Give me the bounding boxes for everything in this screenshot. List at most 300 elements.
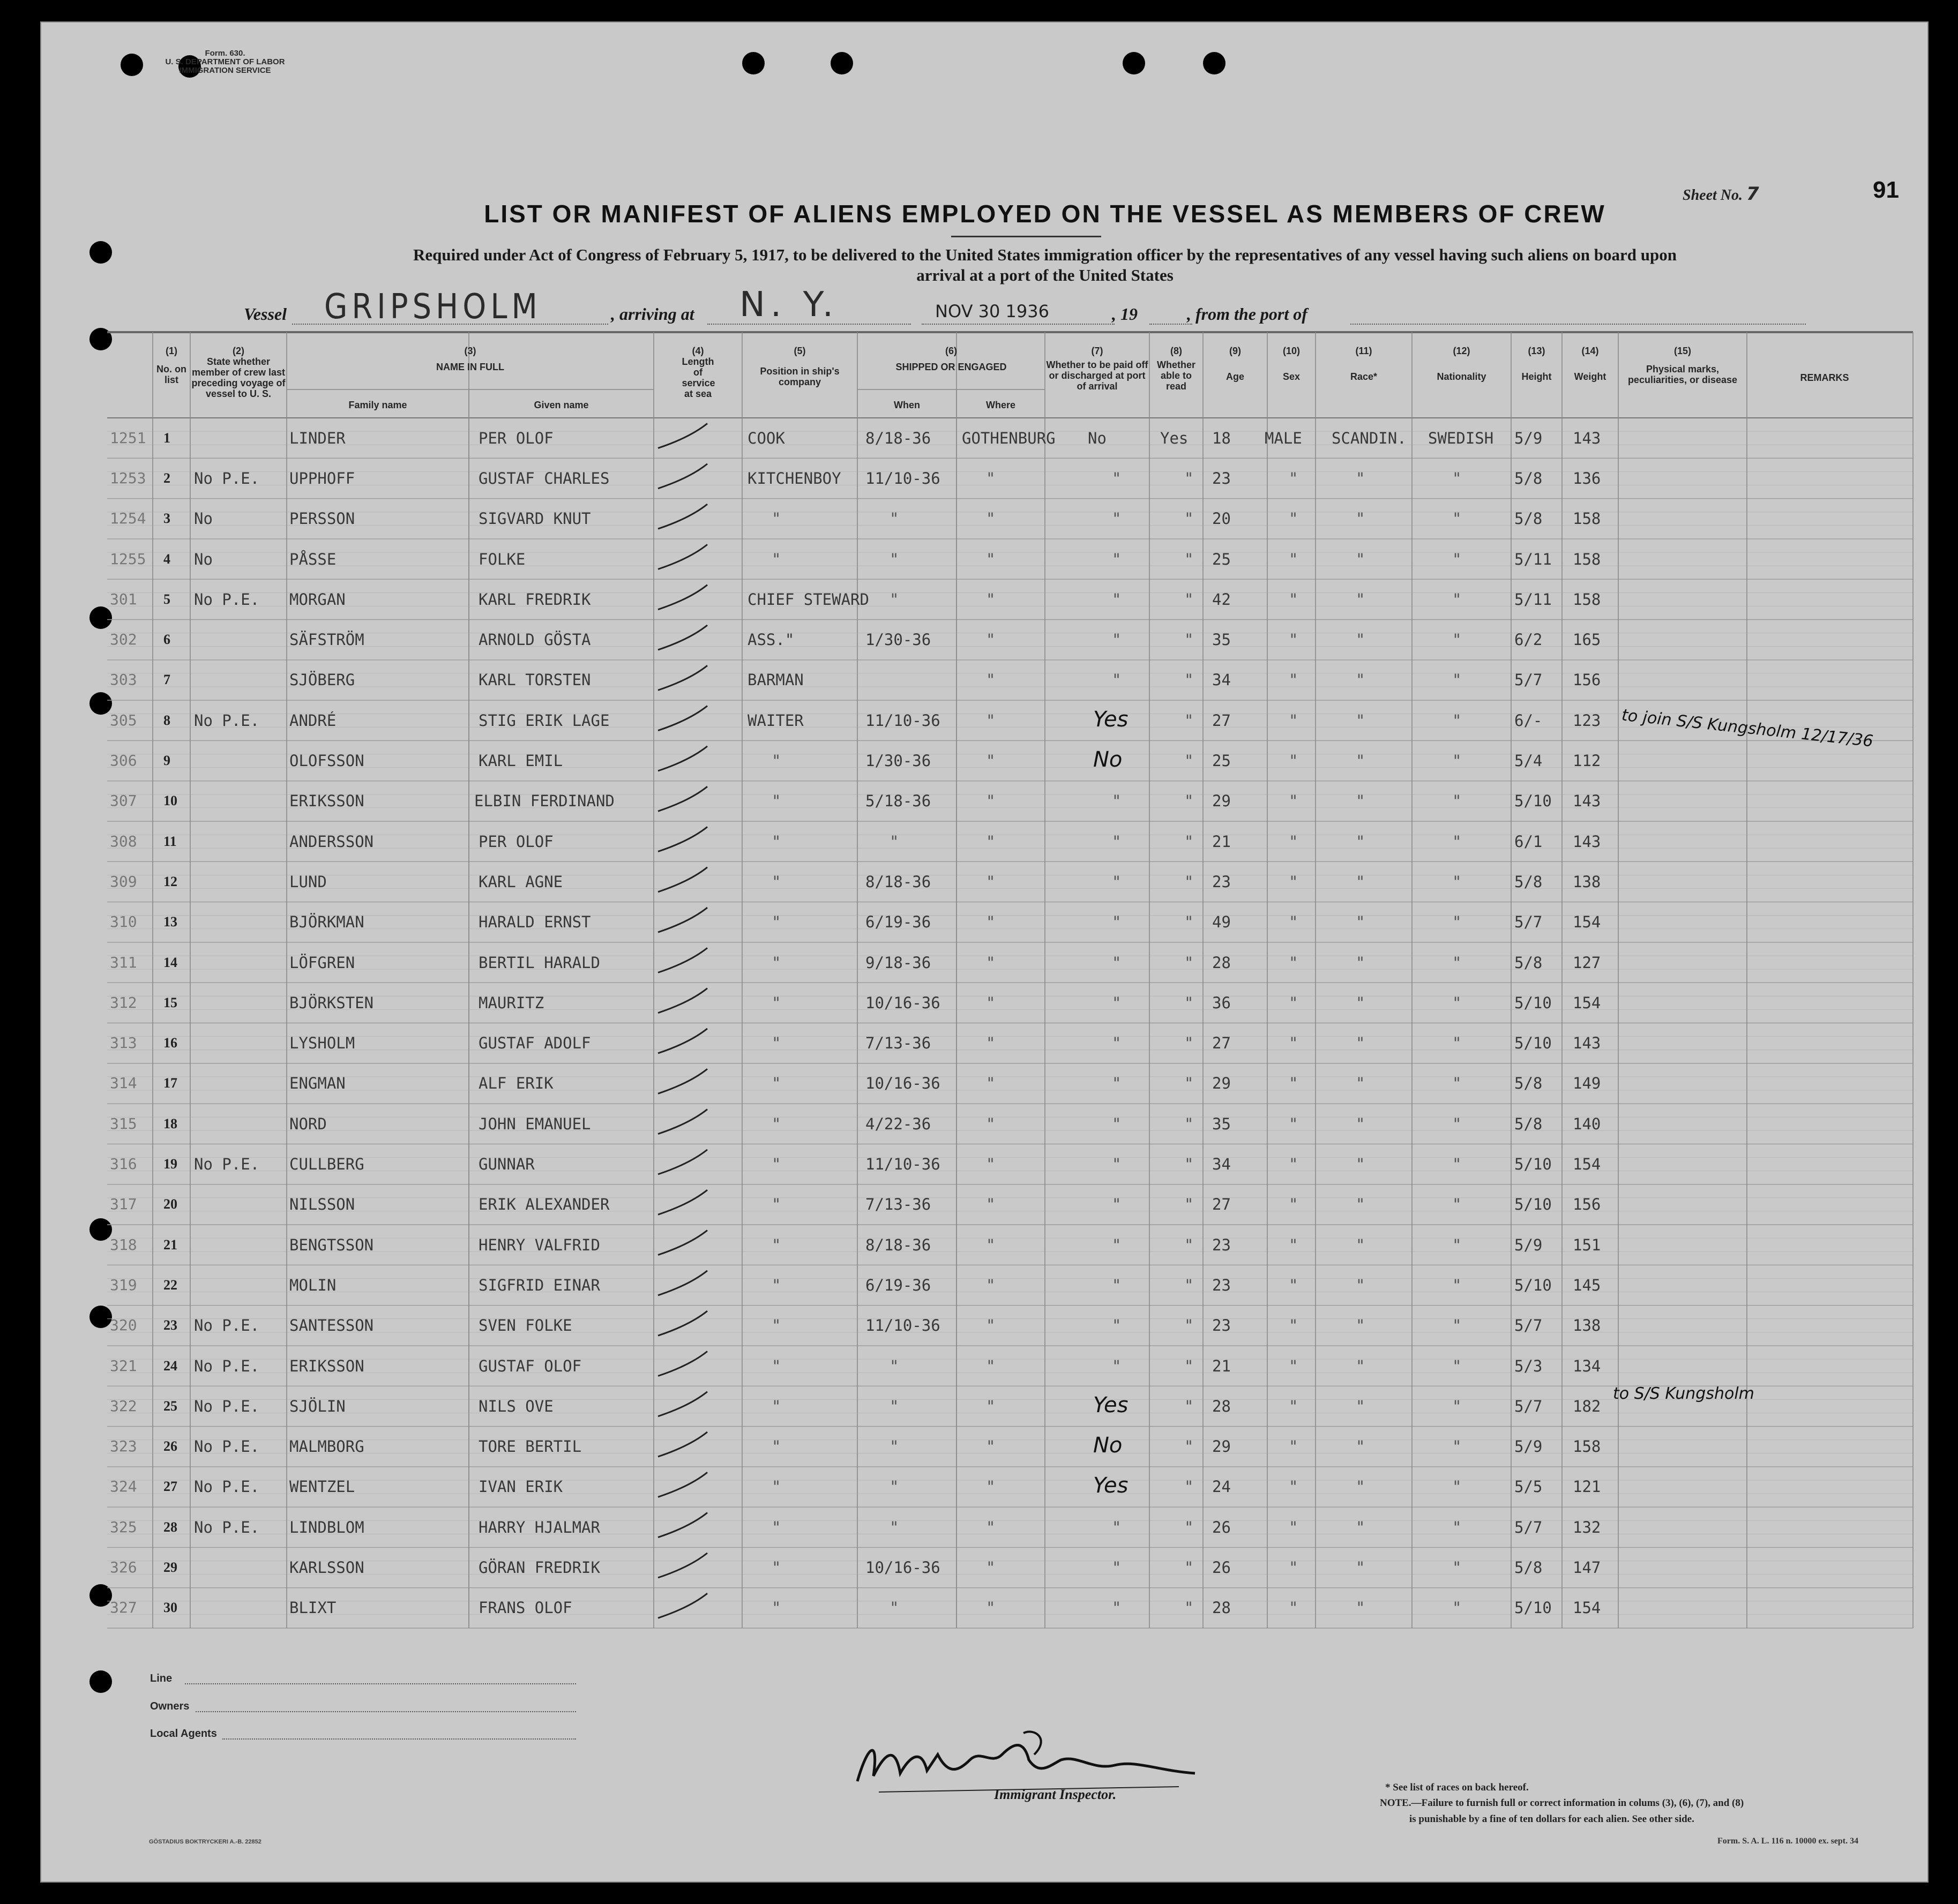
height-cell: 6/1 bbox=[1514, 832, 1543, 851]
row-number: 28 bbox=[163, 1519, 177, 1535]
sex-cell: " bbox=[1289, 1155, 1298, 1174]
inspector-label: Immigrant Inspector. bbox=[994, 1787, 1117, 1802]
header-given-name: Given name bbox=[534, 400, 589, 410]
paid-off-cell: " bbox=[1112, 993, 1122, 1012]
line-dotline bbox=[185, 1683, 576, 1684]
shipped-where-cell: " bbox=[986, 1356, 996, 1375]
service-stroke bbox=[658, 1069, 707, 1093]
row-index: 318 bbox=[110, 1235, 137, 1254]
position-cell: " bbox=[772, 1518, 781, 1536]
given-name-cell: GUSTAF OLOF bbox=[479, 1356, 582, 1375]
row-index: 303 bbox=[110, 671, 137, 689]
family-name-cell: MORGAN bbox=[289, 590, 346, 609]
weight-cell: 154 bbox=[1573, 1599, 1601, 1617]
header-when: When bbox=[894, 400, 920, 410]
shipped-where-cell: " bbox=[986, 953, 996, 972]
weight-cell: 156 bbox=[1573, 671, 1601, 689]
shipped-where-cell: " bbox=[986, 752, 996, 770]
able-to-read-cell: " bbox=[1184, 1478, 1194, 1496]
sheet-label-text: Sheet No. bbox=[1683, 187, 1743, 204]
age-cell: 26 bbox=[1212, 1518, 1231, 1536]
given-name-cell: SIGFRID EINAR bbox=[479, 1276, 600, 1294]
race-cell: SCANDIN. bbox=[1332, 429, 1407, 447]
row-number: 15 bbox=[163, 994, 177, 1010]
service-name: IMMIGRATION SERVICE bbox=[179, 66, 271, 75]
service-stroke bbox=[658, 585, 707, 610]
shipped-when-cell: " bbox=[890, 1518, 899, 1536]
age-cell: 26 bbox=[1212, 1558, 1231, 1577]
able-to-read-cell: " bbox=[1184, 1518, 1194, 1536]
previous-voyage-cell: No P.E. bbox=[194, 1316, 260, 1335]
age-cell: 36 bbox=[1212, 993, 1231, 1012]
given-name-cell: HARALD ERNST bbox=[479, 913, 591, 932]
races-note: * See list of races on back hereof. bbox=[1385, 1782, 1529, 1793]
race-cell: " bbox=[1356, 1397, 1365, 1415]
row-index: 314 bbox=[110, 1074, 137, 1092]
row-index: 306 bbox=[110, 752, 137, 770]
height-cell: 6/- bbox=[1514, 711, 1543, 730]
given-name-cell: STIG ERIK LAGE bbox=[479, 711, 610, 730]
header-no-on-list: (1) No. on list bbox=[156, 346, 186, 385]
previous-voyage-cell: No P.E. bbox=[194, 590, 260, 609]
given-name-cell: BERTIL HARALD bbox=[479, 953, 600, 972]
position-cell: " bbox=[772, 1599, 781, 1617]
race-cell: " bbox=[1356, 1478, 1365, 1496]
row-number: 27 bbox=[163, 1479, 177, 1495]
height-cell: 5/10 bbox=[1514, 1155, 1552, 1174]
shipped-when-cell: 10/16-36 bbox=[865, 1074, 940, 1093]
service-stroke bbox=[658, 423, 707, 448]
paid-off-cell: " bbox=[1112, 671, 1122, 689]
given-name-cell: KARL EMIL bbox=[479, 752, 563, 770]
shipped-where-cell: " bbox=[986, 1074, 996, 1093]
previous-voyage-cell: No P.E. bbox=[194, 1437, 260, 1456]
sex-cell: " bbox=[1289, 1276, 1298, 1294]
position-cell: CHIEF STEWARD bbox=[748, 590, 869, 609]
header-paid-off: (7) Whether to be paid off or discharged at port of arrival bbox=[1046, 346, 1148, 392]
row-number: 26 bbox=[163, 1438, 177, 1455]
position-cell: " bbox=[772, 913, 781, 932]
paid-off-cell: " bbox=[1112, 631, 1122, 649]
row-index: 316 bbox=[110, 1155, 137, 1173]
given-name-cell: IVAN ERIK bbox=[479, 1478, 563, 1496]
printer-imprint: GÖSTADIUS BOKTRYCKERI A.-B. 22852 bbox=[149, 1839, 261, 1845]
race-cell: " bbox=[1356, 913, 1365, 932]
sex-cell: " bbox=[1289, 1316, 1298, 1335]
shipped-where-cell: " bbox=[986, 872, 996, 891]
family-name-cell: ERIKSSON bbox=[289, 1356, 364, 1375]
height-cell: 5/8 bbox=[1514, 1114, 1543, 1133]
race-cell: " bbox=[1356, 1074, 1365, 1093]
age-cell: 34 bbox=[1212, 671, 1231, 689]
paid-off-cell: " bbox=[1112, 550, 1122, 568]
given-name-cell: TORE BERTIL bbox=[479, 1437, 582, 1456]
family-name-cell: ENGMAN bbox=[289, 1074, 346, 1093]
height-cell: 5/7 bbox=[1514, 1518, 1543, 1536]
row-number: 11 bbox=[163, 833, 177, 849]
previous-voyage-cell: No bbox=[194, 550, 213, 568]
row-number: 1 bbox=[163, 430, 170, 446]
service-stroke bbox=[658, 1230, 707, 1255]
nationality-cell: " bbox=[1452, 1558, 1462, 1577]
nationality-cell: " bbox=[1452, 832, 1462, 851]
sex-cell: " bbox=[1289, 752, 1298, 770]
sex-cell: " bbox=[1289, 631, 1298, 649]
given-name-cell: FRANS OLOF bbox=[479, 1599, 572, 1617]
shipped-when-cell: " bbox=[890, 1437, 899, 1456]
shipped-where-cell: " bbox=[986, 1235, 996, 1254]
race-cell: " bbox=[1356, 550, 1365, 568]
age-cell: 35 bbox=[1212, 1114, 1231, 1133]
shipped-when-cell: 11/10-36 bbox=[865, 469, 940, 488]
age-cell: 49 bbox=[1212, 913, 1231, 932]
family-name-cell: BJÖRKSTEN bbox=[289, 993, 374, 1012]
nationality-cell: " bbox=[1452, 1599, 1462, 1617]
row-index: 310 bbox=[110, 913, 137, 931]
weight-cell: 165 bbox=[1573, 631, 1601, 649]
weight-cell: 127 bbox=[1573, 953, 1601, 972]
position-cell: " bbox=[772, 1034, 781, 1053]
able-to-read-cell: " bbox=[1184, 711, 1194, 730]
position-cell: " bbox=[772, 993, 781, 1012]
height-cell: 5/7 bbox=[1514, 1397, 1543, 1415]
service-stroke bbox=[658, 1190, 707, 1215]
row-number: 24 bbox=[163, 1358, 177, 1374]
family-name-cell: LUND bbox=[289, 872, 327, 891]
paid-off-cell: " bbox=[1112, 1155, 1122, 1174]
service-stroke bbox=[658, 948, 707, 972]
header-length-of-service: (4) Length of service at sea bbox=[682, 346, 715, 399]
header-age: (9) Age bbox=[1225, 346, 1244, 382]
shipped-where-cell: " bbox=[986, 1518, 996, 1536]
able-to-read-cell: " bbox=[1184, 913, 1194, 932]
age-cell: 27 bbox=[1212, 1195, 1231, 1214]
nationality-cell: " bbox=[1452, 1074, 1462, 1093]
shipped-where-cell: " bbox=[986, 1397, 996, 1415]
race-cell: " bbox=[1356, 1155, 1365, 1174]
family-name-cell: LINDER bbox=[289, 429, 346, 447]
row-index: 305 bbox=[110, 711, 137, 729]
subtitle-line-1: Required under Act of Congress of February 5, 1917, to be delivered to the United States immigration officer by the representatives of any vessel having such aliens on board upon bbox=[413, 245, 1677, 264]
nationality-cell: " bbox=[1452, 509, 1462, 528]
race-cell: " bbox=[1356, 1356, 1365, 1375]
height-cell: 5/11 bbox=[1514, 590, 1552, 609]
paid-off-cell: " bbox=[1112, 1195, 1122, 1214]
service-stroke bbox=[658, 1392, 707, 1416]
race-cell: " bbox=[1356, 993, 1365, 1012]
height-cell: 5/10 bbox=[1514, 1599, 1552, 1617]
race-cell: " bbox=[1356, 1195, 1365, 1214]
family-name-cell: SJÖLIN bbox=[289, 1397, 346, 1415]
able-to-read-cell: " bbox=[1184, 953, 1194, 972]
weight-cell: 138 bbox=[1573, 1316, 1601, 1335]
shipped-when-cell: " bbox=[890, 550, 899, 568]
given-name-cell: KARL FREDRIK bbox=[479, 590, 591, 609]
row-number: 18 bbox=[163, 1115, 177, 1131]
given-name-cell: HENRY VALFRID bbox=[479, 1235, 600, 1254]
weight-cell: 158 bbox=[1573, 1437, 1601, 1456]
position-cell: " bbox=[772, 832, 781, 851]
shipped-when-cell: 7/13-36 bbox=[865, 1034, 931, 1053]
service-stroke bbox=[658, 1472, 707, 1497]
age-cell: 27 bbox=[1212, 711, 1231, 730]
previous-voyage-cell: No P.E. bbox=[194, 1397, 260, 1415]
weight-cell: 143 bbox=[1573, 792, 1601, 811]
nationality-cell: " bbox=[1452, 752, 1462, 770]
paid-off-cell: " bbox=[1112, 1276, 1122, 1294]
service-stroke bbox=[658, 1311, 707, 1336]
row-index: 1255 bbox=[110, 550, 146, 568]
given-name-cell: GÖRAN FREDRIK bbox=[479, 1558, 600, 1577]
weight-cell: 134 bbox=[1573, 1356, 1601, 1375]
nationality-cell: " bbox=[1452, 993, 1462, 1012]
age-cell: 23 bbox=[1212, 1235, 1231, 1254]
service-stroke bbox=[658, 908, 707, 932]
given-name-cell: SVEN FOLKE bbox=[479, 1316, 572, 1335]
nationality-cell: SWEDISH bbox=[1428, 429, 1494, 447]
line-label: Line bbox=[150, 1673, 173, 1684]
height-cell: 5/9 bbox=[1514, 429, 1543, 447]
age-cell: 24 bbox=[1212, 1478, 1231, 1496]
given-name-cell: FOLKE bbox=[479, 550, 526, 568]
sex-cell: " bbox=[1289, 1074, 1298, 1093]
row-number: 4 bbox=[163, 551, 170, 567]
shipped-where-cell: " bbox=[986, 1195, 996, 1214]
position-cell: " bbox=[772, 1276, 781, 1294]
row-number: 17 bbox=[163, 1075, 177, 1091]
service-stroke bbox=[658, 1432, 707, 1457]
row-index: 1253 bbox=[110, 469, 146, 487]
shipped-where-cell: " bbox=[986, 509, 996, 528]
weight-cell: 158 bbox=[1573, 550, 1601, 568]
weight-cell: 154 bbox=[1573, 913, 1601, 932]
age-cell: 20 bbox=[1212, 509, 1231, 528]
position-cell: " bbox=[772, 1478, 781, 1496]
given-name-cell: GUSTAF CHARLES bbox=[479, 469, 610, 488]
sex-cell: " bbox=[1289, 1558, 1298, 1577]
race-cell: " bbox=[1356, 1558, 1365, 1577]
age-cell: 18 bbox=[1212, 429, 1231, 447]
family-name-cell: OLOFSSON bbox=[289, 752, 364, 770]
paid-off-cell: " bbox=[1112, 1558, 1122, 1577]
age-cell: 25 bbox=[1212, 550, 1231, 568]
previous-voyage-cell: No P.E. bbox=[194, 1356, 260, 1375]
weight-cell: 154 bbox=[1573, 993, 1601, 1012]
able-to-read-cell: " bbox=[1184, 1599, 1194, 1617]
sheet-number: 7 bbox=[1746, 183, 1759, 205]
weight-cell: 156 bbox=[1573, 1195, 1601, 1214]
shipped-when-cell: " bbox=[890, 1478, 899, 1496]
row-index: 302 bbox=[110, 631, 137, 649]
given-name-cell: ERIK ALEXANDER bbox=[479, 1195, 610, 1214]
race-cell: " bbox=[1356, 953, 1365, 972]
arrival-date-stamp: NOV 30 1936 bbox=[935, 301, 1049, 321]
position-cell: WAITER bbox=[748, 711, 804, 730]
row-number: 20 bbox=[163, 1196, 177, 1212]
weight-cell: 138 bbox=[1573, 872, 1601, 891]
shipped-when-cell: 11/10-36 bbox=[865, 711, 940, 730]
nationality-cell: " bbox=[1452, 1478, 1462, 1496]
paid-off-cell: " bbox=[1112, 872, 1122, 891]
race-cell: " bbox=[1356, 752, 1365, 770]
age-cell: 42 bbox=[1212, 590, 1231, 609]
position-cell: " bbox=[772, 550, 781, 568]
able-to-read-cell: " bbox=[1184, 550, 1194, 568]
weight-cell: 143 bbox=[1573, 429, 1601, 447]
position-cell: " bbox=[772, 953, 781, 972]
sex-cell: " bbox=[1289, 711, 1298, 730]
service-stroke bbox=[658, 544, 707, 569]
nationality-cell: " bbox=[1452, 671, 1462, 689]
row-number: 23 bbox=[163, 1317, 177, 1333]
previous-voyage-cell: No P.E. bbox=[194, 1518, 260, 1536]
paid-off-cell: " bbox=[1112, 1034, 1122, 1053]
able-to-read-cell: " bbox=[1184, 1437, 1194, 1456]
sex-cell: " bbox=[1289, 509, 1298, 528]
shipped-when-cell: " bbox=[890, 590, 899, 609]
row-number: 22 bbox=[163, 1277, 177, 1293]
family-name-cell: NILSSON bbox=[289, 1195, 355, 1214]
height-cell: 5/9 bbox=[1514, 1437, 1543, 1456]
race-cell: " bbox=[1356, 1437, 1365, 1456]
family-name-cell: BENGTSSON bbox=[289, 1235, 374, 1254]
row-index: 312 bbox=[110, 993, 137, 1011]
given-name-cell: PER OLOF bbox=[479, 429, 554, 447]
sex-cell: " bbox=[1289, 1599, 1298, 1617]
able-to-read-cell: " bbox=[1184, 993, 1194, 1012]
shipped-when-cell: " bbox=[890, 1356, 899, 1375]
race-cell: " bbox=[1356, 469, 1365, 488]
weight-cell: 136 bbox=[1573, 469, 1601, 488]
nationality-cell: " bbox=[1452, 1155, 1462, 1174]
service-stroke bbox=[658, 706, 707, 731]
family-name-cell: MALMBORG bbox=[289, 1437, 364, 1456]
weight-cell: 143 bbox=[1573, 832, 1601, 851]
service-stroke bbox=[658, 1351, 707, 1376]
height-cell: 5/8 bbox=[1514, 469, 1543, 488]
sex-cell: " bbox=[1289, 1478, 1298, 1496]
given-name-cell: ARNOLD GÖSTA bbox=[479, 631, 591, 649]
page-number: 91 bbox=[1873, 177, 1899, 203]
family-name-cell: ANDRÉ bbox=[289, 711, 337, 730]
height-cell: 6/2 bbox=[1514, 631, 1543, 649]
row-index: 320 bbox=[110, 1316, 137, 1335]
nationality-cell: " bbox=[1452, 792, 1462, 811]
sex-cell: " bbox=[1289, 953, 1298, 972]
row-index: 322 bbox=[110, 1397, 137, 1415]
able-to-read-cell: " bbox=[1184, 469, 1194, 488]
row-index: 319 bbox=[110, 1276, 137, 1294]
sex-cell: " bbox=[1289, 1034, 1298, 1053]
position-cell: " bbox=[772, 1356, 781, 1375]
header-height: (13) Height bbox=[1521, 346, 1552, 382]
row-index: 325 bbox=[110, 1518, 137, 1536]
able-to-read-cell: Yes bbox=[1160, 429, 1189, 447]
shipped-where-cell: " bbox=[986, 671, 996, 689]
position-cell: " bbox=[772, 509, 781, 528]
height-cell: 5/11 bbox=[1514, 550, 1552, 568]
position-cell: " bbox=[772, 792, 781, 811]
shipped-when-cell: 7/13-36 bbox=[865, 1195, 931, 1214]
height-cell: 5/5 bbox=[1514, 1478, 1543, 1496]
family-name-cell: LINDBLOM bbox=[289, 1518, 364, 1536]
given-name-cell: ALF ERIK bbox=[479, 1074, 554, 1093]
owners-dotline bbox=[196, 1711, 576, 1712]
age-cell: 23 bbox=[1212, 469, 1231, 488]
service-stroke bbox=[658, 746, 707, 771]
nationality-cell: " bbox=[1452, 1437, 1462, 1456]
sex-cell: " bbox=[1289, 1397, 1298, 1415]
height-cell: 5/7 bbox=[1514, 671, 1543, 689]
shipped-when-cell: 1/30-36 bbox=[865, 631, 931, 649]
sex-cell: " bbox=[1289, 1114, 1298, 1133]
race-cell: " bbox=[1356, 1518, 1365, 1536]
nationality-cell: " bbox=[1452, 550, 1462, 568]
sex-cell: " bbox=[1289, 913, 1298, 932]
age-cell: 28 bbox=[1212, 1397, 1231, 1415]
row-index: 307 bbox=[110, 792, 137, 810]
able-to-read-cell: " bbox=[1184, 1316, 1194, 1335]
age-cell: 34 bbox=[1212, 1155, 1231, 1174]
able-to-read-cell: " bbox=[1184, 872, 1194, 891]
nationality-cell: " bbox=[1452, 872, 1462, 891]
family-name-cell: ERIKSSON bbox=[289, 792, 364, 811]
given-name-cell: GUNNAR bbox=[479, 1155, 535, 1174]
vessel-name: GRIPSHOLM bbox=[324, 287, 542, 327]
row-index: 327 bbox=[110, 1599, 137, 1617]
given-name-cell: KARL AGNE bbox=[479, 872, 563, 891]
header-where: Where bbox=[985, 400, 1015, 410]
height-cell: 5/8 bbox=[1514, 1074, 1543, 1093]
race-cell: " bbox=[1356, 1276, 1365, 1294]
penalty-note-1: NOTE.—Failure to furnish full or correct information in colums (3), (6), (7), and (8) bbox=[1380, 1797, 1744, 1809]
row-index: 324 bbox=[110, 1478, 137, 1496]
nationality-cell: " bbox=[1452, 1235, 1462, 1254]
service-stroke bbox=[658, 786, 707, 811]
sex-cell: " bbox=[1289, 993, 1298, 1012]
paid-off-cell: " bbox=[1112, 832, 1122, 851]
age-cell: 35 bbox=[1212, 631, 1231, 649]
height-cell: 5/4 bbox=[1514, 752, 1543, 770]
height-cell: 5/8 bbox=[1514, 872, 1543, 891]
service-stroke bbox=[658, 1150, 707, 1174]
race-cell: " bbox=[1356, 590, 1365, 609]
header-physical-marks: (15) Physical marks, peculiarities, or disease bbox=[1627, 346, 1738, 385]
shipped-when-cell: 8/18-36 bbox=[865, 429, 931, 447]
height-cell: 5/3 bbox=[1514, 1356, 1543, 1375]
paid-off-cell: " bbox=[1112, 1114, 1122, 1133]
shipped-when-cell: " bbox=[890, 832, 899, 851]
service-stroke bbox=[658, 867, 707, 892]
position-cell: " bbox=[772, 1397, 781, 1415]
sex-cell: " bbox=[1289, 1195, 1298, 1214]
able-to-read-cell: " bbox=[1184, 1034, 1194, 1053]
paid-off-cell: " bbox=[1112, 509, 1122, 528]
paid-off-cell: No bbox=[1088, 429, 1107, 447]
row-number: 10 bbox=[163, 793, 177, 809]
row-index: 323 bbox=[110, 1437, 137, 1456]
weight-cell: 147 bbox=[1573, 1558, 1601, 1577]
race-cell: " bbox=[1356, 1114, 1365, 1133]
row-index: 315 bbox=[110, 1114, 137, 1133]
family-name-cell: WENTZEL bbox=[289, 1478, 355, 1496]
shipped-when-cell: " bbox=[890, 1397, 899, 1415]
height-cell: 5/8 bbox=[1514, 953, 1543, 972]
family-name-cell: UPPHOFF bbox=[289, 469, 355, 488]
height-cell: 5/10 bbox=[1514, 1034, 1552, 1053]
able-to-read-cell: " bbox=[1184, 1235, 1194, 1254]
paid-off-cell: " bbox=[1112, 792, 1122, 811]
